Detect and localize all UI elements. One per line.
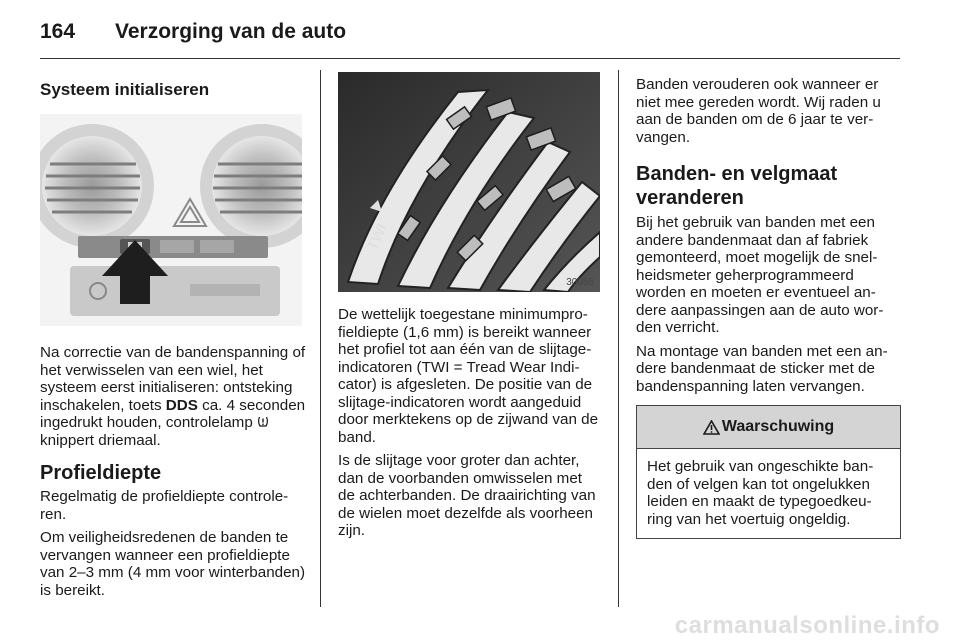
section-heading: Profieldiepte bbox=[40, 462, 162, 484]
page-number: 164 bbox=[40, 20, 76, 43]
tire-tread-illustration bbox=[338, 72, 600, 292]
column-left bbox=[40, 70, 306, 605]
warning-triangle-icon bbox=[703, 420, 720, 435]
swap-tires-paragraph: Is de slijtage voor groter dan achter, dan de voorbanden omwisselen met de achterbanden. De draairichting van de wielen moet dezelfde als voorheen zijn. bbox=[338, 452, 596, 539]
column-right bbox=[636, 70, 901, 539]
subsection-heading: Systeem initialiseren bbox=[40, 80, 210, 99]
section-heading: Banden- en velgmaat veranderen bbox=[636, 163, 838, 209]
tire-pressure-warning-icon bbox=[257, 415, 269, 428]
column-divider bbox=[320, 70, 321, 607]
watermark: carmanualsonline.info bbox=[674, 612, 940, 639]
twi-marker: TWI bbox=[363, 221, 391, 254]
figure-number: 30055 bbox=[566, 277, 594, 288]
header-rule bbox=[40, 58, 900, 59]
tread-replace-paragraph: Om veiligheidsredenen de banden te vervangen wanneer een profieldiepte van 2–3 mm (4 mm voor winterbanden) is bereikt. bbox=[40, 529, 306, 599]
dashboard-illustration bbox=[40, 114, 302, 326]
warning-header bbox=[637, 406, 900, 449]
column-divider bbox=[618, 70, 619, 607]
dashboard-figure bbox=[40, 114, 302, 326]
min-tread-paragraph: De wettelijk toegestane minimumprofieldiepte (1,6 mm) is bereikt wanneer het profiel tot aan één van de slijtageindicatoren (TWI = Tread Wear Indicator) is afgesleten. De positie van de slijtage-indicatoren wordt aangeduid door merktekens op de zijwand van de band. bbox=[338, 306, 599, 446]
warning-box bbox=[636, 405, 901, 539]
init-paragraph: Na correctie van de bandenspanning of het verwisselen van een wiel, het systeem eerst initialiseren: ontsteking inschakelen, toets DDS ca. 4 seconden ingedrukt houden, controlelamp knippert driemaal. bbox=[40, 344, 306, 449]
warning-title: Waarschuwing bbox=[721, 418, 835, 435]
page-title: Verzorging van de auto bbox=[115, 20, 347, 43]
tire-size-paragraph: Bij het gebruik van banden met een andere bandenmaat dan af fabriek gemonteerd, moet mogelijk de snelheidsmeter geherprogrammeerd worden en moeten er eventueel andere aanpassingen aan de auto worden verricht. bbox=[636, 214, 884, 336]
sticker-paragraph: Na montage van banden met een andere bandenmaat de sticker met de bandenspanning laten vervangen. bbox=[636, 342, 888, 395]
page-header bbox=[40, 18, 920, 48]
column-middle bbox=[338, 70, 602, 546]
tire-tread-figure bbox=[338, 72, 600, 292]
tread-check-paragraph: Regelmatig de profieldiepte controleren. bbox=[40, 488, 289, 523]
warning-body bbox=[637, 449, 900, 538]
tire-aging-paragraph: Banden verouderen ook wanneer er niet mee gereden wordt. Wij raden u aan de banden om de 6 jaar te vervangen. bbox=[636, 76, 881, 146]
warning-text: Het gebruik van ongeschikte banden of velgen kan tot ongelukken leiden en maakt de typegoedkeuring van het voertuig ongeldig. bbox=[647, 458, 874, 528]
